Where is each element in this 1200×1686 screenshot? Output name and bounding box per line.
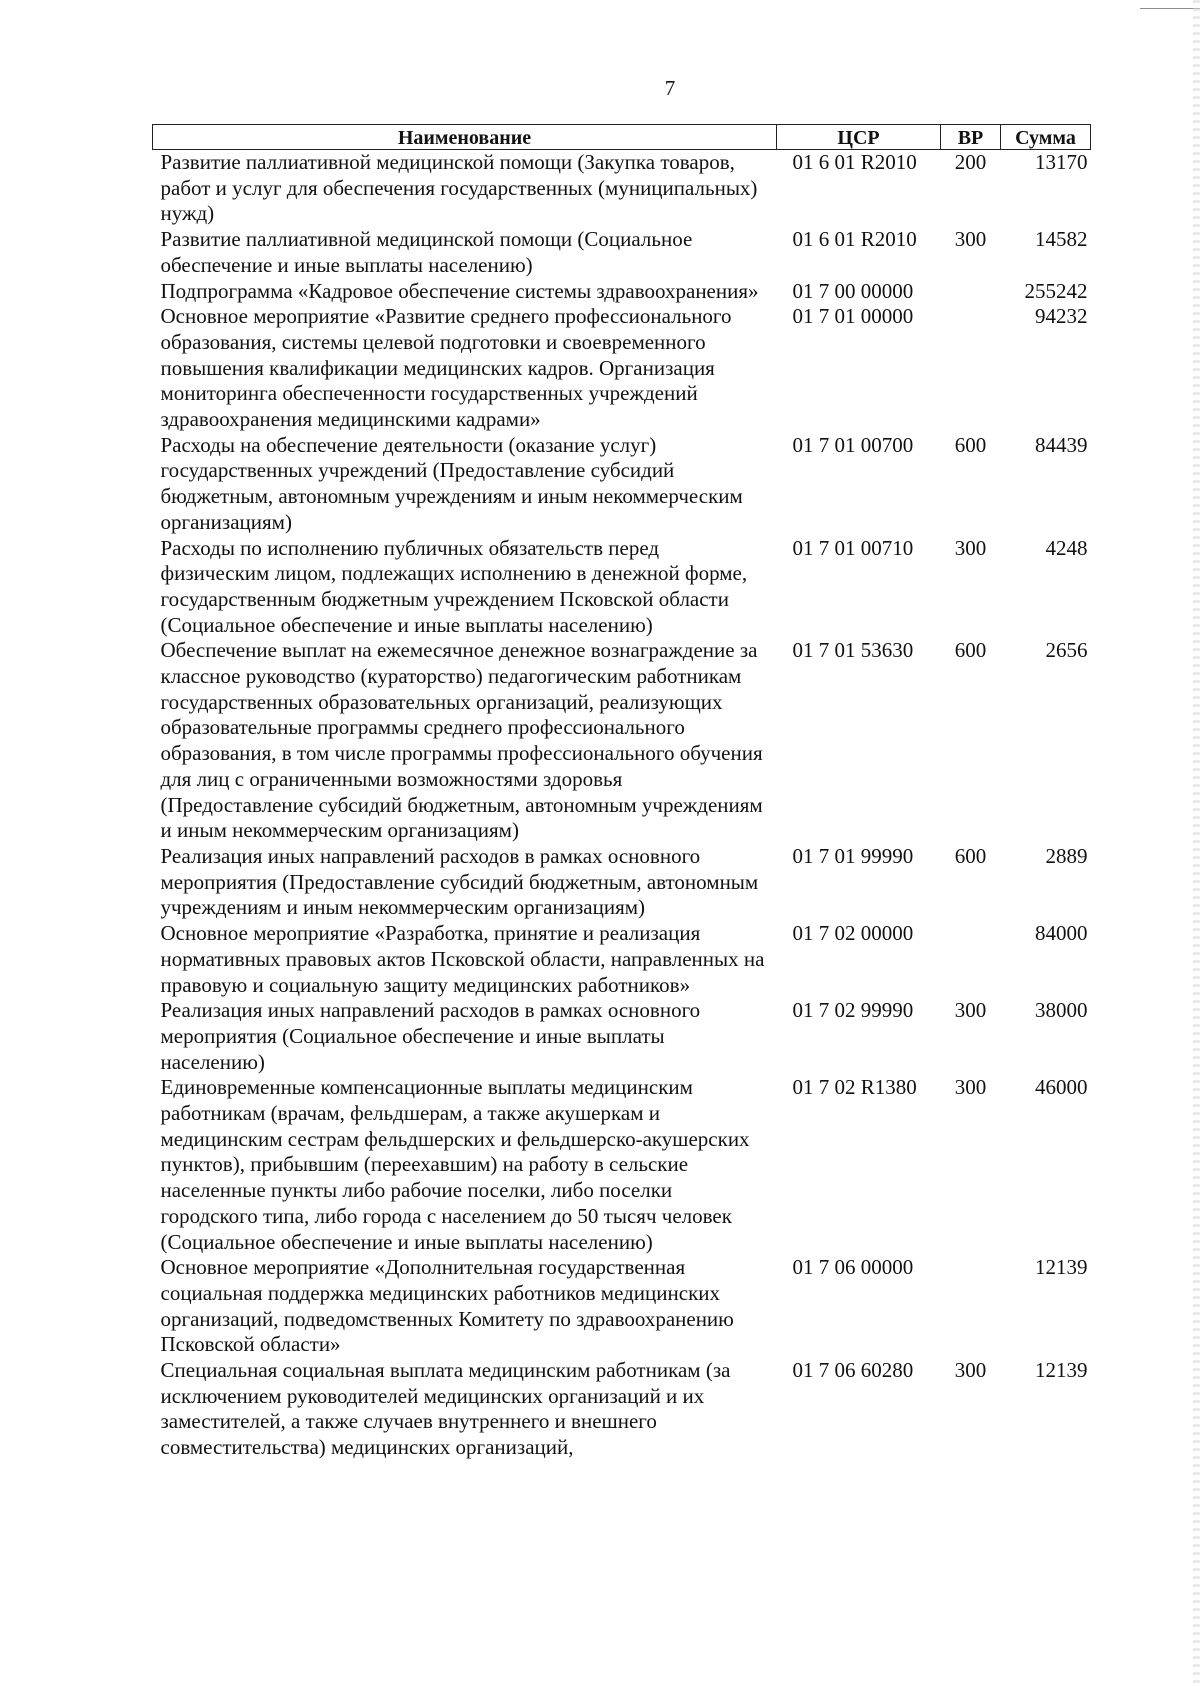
row-name: Развитие паллиативной медицинской помощи (Социальное обеспечение и иные выплаты населению): [160, 227, 693, 277]
row-csr: 01 7 01 00000: [792, 304, 914, 329]
row-name: Развитие паллиативной медицинской помощи (Закупка товаров, работ и услуг для обеспечения государственных (муниципальных) нужд): [160, 150, 758, 226]
row-vr: [941, 921, 1001, 998]
table-row: [153, 638, 1091, 844]
row-name: Обеспечение выплат на ежемесячное денежное вознаграждение за классное руководство (кураторство) педагогическим работникам государственных образовательных организаций, реализующих образовательные программы среднего профессионального образования, в том числе программы профессионального обучения для лиц с ограниченными возможностями здоровья (Предоставление субсидий бюджетным, автономным учреждениям и иным некоммерческим организациям): [160, 638, 763, 843]
scan-edge-artifact: [1193, 0, 1200, 1686]
row-csr: 01 6 01 R2010: [792, 150, 917, 174]
row-sum: 2889: [1045, 843, 1088, 868]
budget-table: [152, 124, 1091, 1461]
row-sum: 94232: [1035, 304, 1088, 329]
row-vr: 600: [954, 432, 987, 457]
row-sum: 84000: [1035, 921, 1088, 946]
row-csr: 01 7 00 00000: [792, 278, 914, 303]
row-vr: 300: [954, 535, 987, 560]
row-csr: 01 7 02 00000: [792, 921, 914, 946]
row-csr: 01 7 06 60280: [792, 1358, 914, 1383]
table-row: [153, 536, 1091, 639]
row-sum: 2656: [1045, 638, 1088, 663]
row-vr: 300: [954, 998, 987, 1023]
row-name: Реализация иных направлений расходов в рамках основного мероприятия (Социальное обеспечение и иные выплаты населению): [160, 998, 701, 1074]
row-csr: 01 7 01 00700: [792, 432, 914, 457]
row-name: Реализация иных направлений расходов в рамках основного мероприятия (Предоставление субсидий бюджетным, автономным учреждениям и иным некоммерческим организациям): [160, 843, 759, 920]
row-vr: [941, 279, 1001, 305]
table-row: [153, 433, 1091, 536]
row-name: Расходы по исполнению публичных обязательств перед физическим лицом, подлежащих исполнению в денежной форме, государственным бюджетным учреждением Псковской области (Социальное обеспечение и иные выплаты населению): [160, 535, 748, 637]
table-row: [153, 1075, 1091, 1255]
row-name: Основное мероприятие «Разработка, принятие и реализация нормативных правовых актов Псковской области, направленных на правовую и социальную защиту медицинских работников»: [160, 921, 765, 997]
row-vr: 600: [954, 843, 987, 868]
row-sum: 84439: [1035, 432, 1088, 457]
row-csr: 01 7 02 R1380: [792, 1075, 917, 1100]
table-row: [153, 279, 1091, 305]
table-row: [153, 921, 1091, 998]
table-row: [153, 150, 1091, 228]
table-row: [153, 844, 1091, 921]
table-row: [153, 304, 1091, 433]
row-sum: 12139: [1035, 1255, 1088, 1280]
row-sum: 14582: [1035, 227, 1088, 252]
row-csr: 01 7 01 00710: [792, 535, 914, 560]
scan-margin-line: [1140, 8, 1200, 9]
table-row: [153, 1358, 1091, 1461]
row-sum: 13170: [1035, 150, 1088, 174]
header-vr: ВР: [941, 125, 1001, 150]
row-sum: 38000: [1035, 998, 1088, 1023]
row-csr: 01 6 01 R2010: [792, 227, 917, 252]
header-name: Наименование: [153, 125, 777, 150]
row-name: Расходы на обеспечение деятельности (оказание услуг) государственных учреждений (Предоставление субсидий бюджетным, автономным учреждениям и иным некоммерческим организациям): [160, 432, 743, 534]
row-name: Основное мероприятие «Развитие среднего профессионального образования, системы целевой подготовки и своевременного повышения квалификации медицинских кадров. Организация мониторинга обеспеченности государственных учреждений здравоохранения медицинскими кадрами»: [160, 304, 732, 432]
row-name: Подпрограмма «Кадровое обеспечение системы здравоохранения»: [160, 278, 759, 303]
row-sum: 46000: [1035, 1075, 1088, 1100]
row-vr: 300: [954, 227, 987, 252]
row-name: Основное мероприятие «Дополнительная государственная социальная поддержка медицинских работников медицинских организаций, подведомственных Комитету по здравоохранению Псковской области»: [160, 1255, 734, 1357]
row-csr: 01 7 01 53630: [792, 638, 914, 663]
header-csr: ЦСР: [777, 125, 941, 150]
row-vr: 300: [954, 1358, 987, 1383]
row-csr: 01 7 06 00000: [792, 1255, 914, 1280]
row-vr: 600: [954, 638, 987, 663]
row-vr: [941, 1255, 1001, 1358]
table-row: [153, 1255, 1091, 1358]
table-row: [153, 227, 1091, 278]
row-sum: 255242: [1024, 278, 1088, 303]
row-sum: 12139: [1035, 1358, 1088, 1383]
row-csr: 01 7 02 99990: [792, 998, 914, 1023]
table-row: [153, 998, 1091, 1075]
row-vr: 200: [954, 150, 987, 174]
row-sum: 4248: [1045, 535, 1088, 560]
row-vr: 300: [954, 1075, 987, 1100]
page-number: 7: [664, 76, 676, 100]
row-name: Специальная социальная выплата медицинским работникам (за исключением руководителей медицинских организаций и их заместителей, а также случаев внутреннего и внешнего совместительства) медицинских организаций,: [160, 1358, 731, 1460]
table-header-row: [153, 125, 1091, 150]
table-body: [153, 150, 1091, 1461]
row-name: Единовременные компенсационные выплаты медицинским работникам (врачам, фельдшерам, а также акушеркам и медицинским сестрам фельдшерских и фельдшерско-акушерских пунктов), прибывшим (переехавшим) на работу в сельские населенные пункты либо рабочие поселки, либо поселки городского типа, либо города с населением до 50 тысяч человек (Социальное обеспечение и иные выплаты населению): [160, 1075, 750, 1254]
header-sum: Сумма: [1001, 125, 1091, 150]
row-vr: [941, 304, 1001, 433]
row-csr: 01 7 01 99990: [792, 843, 914, 868]
